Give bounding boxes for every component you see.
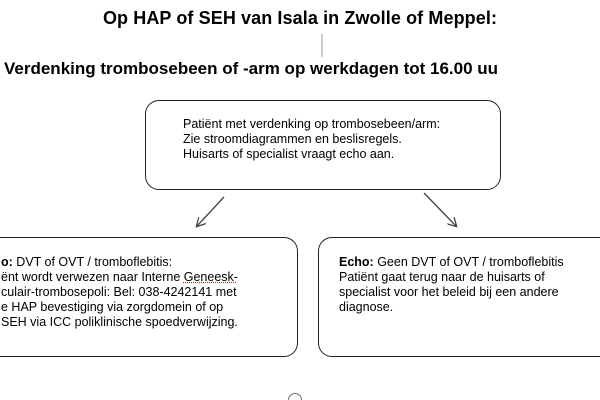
start-box-suspicion bbox=[145, 100, 501, 190]
arrow-to-negative bbox=[424, 193, 456, 226]
positive-box-link-text: Geneesk- bbox=[183, 270, 238, 284]
negative-box-heading-line bbox=[339, 255, 600, 270]
start-box-line: Huisarts of specialist vraagt echo aan. bbox=[183, 147, 395, 161]
negative-box-label: Echo: bbox=[339, 255, 374, 269]
diagram-title: Op HAP of SEH van Isala in Zwolle of Meppel: bbox=[102, 8, 498, 28]
positive-box-heading: DVT of OVT / tromboflebitis: bbox=[12, 255, 173, 269]
positive-box-line-start: ënt wordt verwezen naar Interne bbox=[1, 270, 184, 284]
diagram-subtitle: Verdenking trombosebeen of -arm op werkdagen tot 16.00 uu bbox=[4, 59, 499, 78]
negative-box-line: Patiënt gaat terug naar de huisarts of bbox=[339, 270, 545, 284]
arrow-to-positive bbox=[197, 197, 224, 226]
positive-box-line: culair-trombosepoli: Bel: 038-4242141 met bbox=[1, 285, 237, 299]
positive-box-line: SEH via ICC poliklinische spoedverwijzing. bbox=[1, 315, 238, 329]
connector-node-icon bbox=[288, 393, 302, 400]
negative-box-heading: Geen DVT of OVT / tromboflebitis bbox=[373, 255, 564, 269]
positive-box-heading-line bbox=[1, 255, 297, 270]
positive-box-line: e HAP bevestiging via zorgdomein of op bbox=[1, 300, 224, 314]
start-box-line: Zie stroomdiagrammen en beslisregels. bbox=[183, 132, 402, 146]
positive-box-line bbox=[1, 270, 297, 285]
negative-box-line: specialist voor het beleid bij een andere bbox=[339, 285, 559, 299]
positive-box-label: o: bbox=[1, 255, 13, 269]
negative-box-line: diagnose. bbox=[339, 300, 394, 314]
start-box-line: Patiënt met verdenking op trombosebeen/arm: bbox=[183, 117, 441, 131]
outcome-box-positive bbox=[0, 237, 298, 357]
outcome-box-negative bbox=[318, 237, 600, 357]
